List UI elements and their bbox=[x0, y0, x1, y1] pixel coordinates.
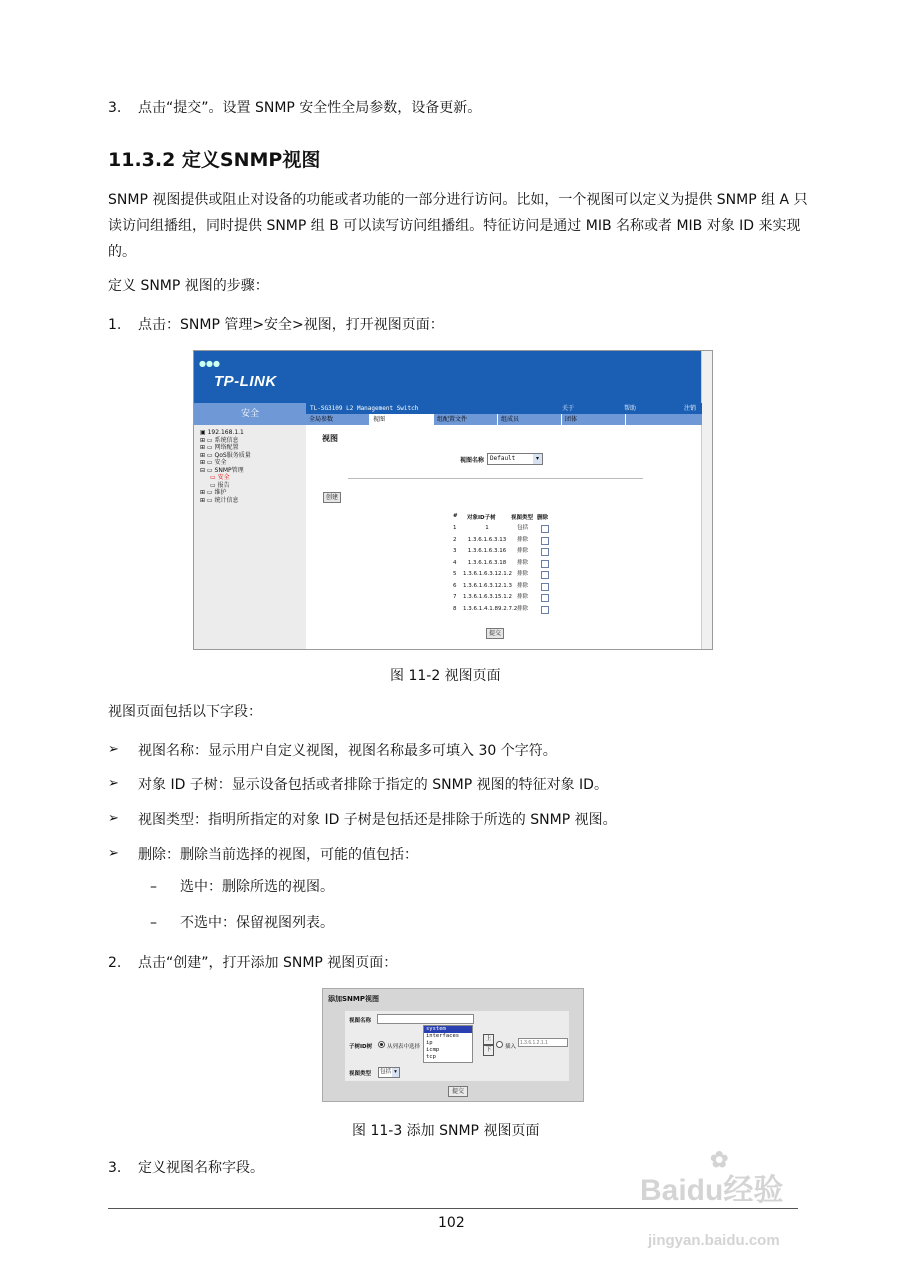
row-view-type: 排除 bbox=[517, 548, 529, 554]
dialog-title: 添加SNMP视图 bbox=[328, 995, 379, 1003]
divider bbox=[348, 478, 643, 479]
header-banner bbox=[194, 351, 702, 403]
radio-list[interactable] bbox=[378, 1041, 385, 1048]
tree-item[interactable]: ⊞ ▭ 统计信息 bbox=[200, 496, 239, 504]
row-number: 3 bbox=[453, 548, 457, 554]
down-button[interactable]: 下 bbox=[483, 1045, 494, 1056]
row-view-type: 排除 bbox=[517, 582, 529, 589]
tree-item-active[interactable]: ▭ 安全 bbox=[210, 474, 230, 481]
tree-root[interactable]: ▣ 192.168.1.1 bbox=[200, 429, 244, 436]
step-text: 点击“创建”，打开添加 SNMP 视图页面： bbox=[138, 955, 398, 971]
tp-link-logo: TP-LINK bbox=[214, 373, 277, 390]
radio-insert-label: 插入 bbox=[505, 1044, 517, 1050]
radio-selected-icon bbox=[378, 1041, 385, 1048]
view-name-label: 视图名称 bbox=[460, 457, 485, 464]
figure-caption: 图 11-3 添加 SNMP 视图页面 bbox=[352, 1123, 540, 1139]
step-text: 点击“提交”。设置 SNMP 安全性全局参数，设备更新。 bbox=[138, 100, 482, 116]
nav-tree bbox=[194, 425, 306, 649]
row-oid: 1.3.6.1.4.1.89.2.7.2 bbox=[463, 605, 518, 612]
step-text: 点击：SNMP 管理>安全>视图，打开视图页面： bbox=[138, 317, 444, 333]
list-item[interactable]: tcp bbox=[426, 1054, 436, 1060]
bullet-arrow-icon: ➢ bbox=[108, 776, 119, 791]
view-name-input[interactable] bbox=[377, 1014, 474, 1024]
row-oid: 1.3.6.1.6.3.12.1.2 bbox=[463, 571, 512, 577]
scrollbar[interactable] bbox=[701, 351, 712, 649]
tab-views[interactable]: 视图 bbox=[370, 414, 434, 425]
table-row bbox=[453, 604, 553, 615]
create-button[interactable]: 创建 bbox=[323, 492, 341, 503]
insert-oid-input[interactable] bbox=[518, 1038, 568, 1047]
dash-marker: – bbox=[150, 915, 157, 931]
step-number: 2. bbox=[108, 955, 122, 971]
row-oid: 1.3.6.1.6.3.15.1.2 bbox=[463, 594, 512, 600]
row-number: 8 bbox=[453, 605, 457, 612]
view-type-select[interactable]: 包括 ▾ bbox=[378, 1067, 400, 1078]
row-oid: 1.3.6.1.6.3.16 bbox=[467, 548, 507, 554]
row-number: 7 bbox=[453, 594, 457, 600]
row-delete-checkbox[interactable] bbox=[541, 594, 549, 602]
main-panel: 视图 视图名称 Default ▾ 创建 # 对象ID子树 视图类型 删除 1 1 包括 2 1.3.6.1.6.3.13 排除 3 1.3.6.1.6.3.16 排除 4 1.3.6.1.6.3.18 排除 5 1.3.6.1.6.3.12.1.2 排除 6 1.3.6.1.6.3.12.1.3 排除 7 1.3.6.1.6.3.15.1.2 排除 8 1.3.6.1.4.1.89.2.7.2 排除 提交 bbox=[306, 425, 702, 649]
intro-paragraph: SNMP 视图提供或阻止对设备的功能或者功能的一部分进行访问。比如，一个视图可以定义为提供 SNMP 组 A 只读访问组播组，同时提供 SNMP 组 B 可以读写访问组播组。特征访问是通过 MIB 名称或者 MIB 对象 ID 来实现的。 bbox=[108, 192, 808, 260]
row-view-type: 排除 bbox=[517, 571, 529, 577]
page-title: 视图 bbox=[322, 434, 338, 443]
table-row bbox=[453, 546, 553, 557]
row-number: 4 bbox=[453, 559, 457, 566]
up-button[interactable]: 上 bbox=[483, 1034, 494, 1045]
submit-button[interactable]: 提交 bbox=[448, 1086, 468, 1097]
row-number: 6 bbox=[453, 582, 457, 589]
add-view-screenshot bbox=[322, 988, 584, 1102]
bullet-text: 对象 ID 子树：显示设备包括或者排除于指定的 SNMP 视图的特征对象 ID。 bbox=[138, 777, 608, 793]
form-panel bbox=[345, 1011, 569, 1081]
view-name-label: 视图名称 bbox=[349, 1018, 372, 1024]
row-view-type: 排除 bbox=[517, 605, 529, 612]
tab-global-params[interactable]: 全局参数 bbox=[306, 414, 370, 425]
table-row bbox=[453, 535, 553, 546]
section-heading: 11.3.2 定义SNMP视图 bbox=[108, 149, 321, 171]
view-page-screenshot bbox=[193, 350, 713, 650]
watermark-url: jingyan.baidu.com bbox=[648, 1232, 780, 1249]
help-link[interactable]: 帮助 bbox=[624, 405, 637, 412]
logout-link[interactable]: 注销 bbox=[684, 405, 697, 412]
tree-item[interactable]: ⊞ ▭ 安全 bbox=[200, 459, 227, 466]
fields-intro: 视图页面包括以下字段： bbox=[108, 704, 262, 720]
table-row bbox=[453, 569, 553, 580]
row-oid: 1.3.6.1.6.3.18 bbox=[467, 559, 507, 566]
radio-list-label: 从列表中选择 bbox=[387, 1044, 421, 1050]
subtree-listbox[interactable] bbox=[423, 1025, 473, 1063]
row-number: 1 bbox=[453, 525, 457, 531]
row-delete-checkbox[interactable] bbox=[541, 525, 549, 533]
row-number: 5 bbox=[453, 571, 457, 577]
bullet-text: 视图名称：显示用户自定义视图，视图名称最多可填入 30 个字符。 bbox=[138, 743, 557, 759]
subtree-label: 子树ID树 bbox=[349, 1044, 373, 1050]
tree-item[interactable]: ⊞ ▭ 维护 bbox=[200, 489, 227, 496]
radio-insert[interactable] bbox=[496, 1041, 503, 1048]
tab-community[interactable]: 团体 bbox=[562, 414, 626, 425]
list-item[interactable]: interfaces bbox=[426, 1033, 460, 1039]
computer-icon: ▣ bbox=[200, 429, 206, 436]
tree-item[interactable]: ⊞ ▭ QoS服务质量 bbox=[200, 451, 251, 459]
row-delete-checkbox[interactable] bbox=[541, 537, 549, 545]
row-number: 2 bbox=[453, 536, 457, 543]
window-title: TL-SG3109 L2 Management Switch bbox=[310, 405, 419, 412]
chevron-down-icon: ▾ bbox=[533, 454, 542, 464]
table-row bbox=[453, 558, 553, 569]
view-name-select[interactable]: Default ▾ bbox=[487, 453, 543, 465]
left-header: 安全 bbox=[194, 403, 306, 425]
step-number: 3. bbox=[108, 100, 122, 116]
row-view-type: 排除 bbox=[517, 559, 529, 566]
tree-item[interactable]: ⊞ ▭ 系统信息 bbox=[200, 436, 239, 444]
tree-item[interactable]: ▭ 报告 bbox=[210, 481, 230, 489]
tree-item[interactable]: ⊟ ▭ SNMP管理 bbox=[200, 466, 244, 474]
row-oid: 1.3.6.1.6.3.13 bbox=[467, 536, 507, 543]
view-type-label: 视图类型 bbox=[349, 1071, 372, 1077]
list-item[interactable]: icmp bbox=[426, 1047, 440, 1053]
sub-item-text: 选中：删除所选的视图。 bbox=[180, 879, 334, 895]
row-view-type: 包括 bbox=[517, 525, 529, 531]
sub-item-text: 不选中：保留视图列表。 bbox=[180, 915, 334, 931]
figure-caption: 图 11-2 视图页面 bbox=[390, 668, 501, 684]
row-view-type: 排除 bbox=[517, 536, 529, 543]
step-text: 定义视图名称字段。 bbox=[138, 1160, 264, 1176]
window-title-bar bbox=[306, 403, 702, 414]
row-view-type: 排除 bbox=[517, 594, 529, 600]
table-row bbox=[453, 523, 553, 534]
page-number: 102 bbox=[438, 1215, 465, 1231]
bullet-text: 视图类型：指明所指定的对象 ID 子树是包括还是排除于所选的 SNMP 视图。 bbox=[138, 812, 617, 828]
paw-icon: ✿ bbox=[710, 1147, 729, 1172]
radio-unselected-icon bbox=[496, 1041, 503, 1048]
chevron-down-icon: ▾ bbox=[392, 1068, 399, 1077]
tab-bar bbox=[306, 414, 702, 425]
table-row bbox=[453, 581, 553, 592]
submit-button[interactable]: 提交 bbox=[486, 628, 504, 639]
dash-marker: – bbox=[150, 879, 157, 895]
step-number: 3. bbox=[108, 1160, 122, 1176]
bullet-arrow-icon: ➢ bbox=[108, 846, 119, 861]
step-number: 1. bbox=[108, 317, 122, 333]
baidu-watermark: ✿ Baidu经验 bbox=[640, 1147, 784, 1207]
row-delete-checkbox[interactable] bbox=[541, 548, 549, 556]
bullet-arrow-icon: ➢ bbox=[108, 742, 119, 757]
about-link[interactable]: 关于 bbox=[562, 405, 575, 412]
logo-dots-icon: ●●● bbox=[199, 359, 220, 368]
bullet-text: 删除：删除当前选择的视图，可能的值包括： bbox=[138, 847, 418, 863]
table-row bbox=[453, 592, 553, 603]
tab-group-profile[interactable]: 组配置文件 bbox=[434, 414, 498, 425]
row-delete-checkbox[interactable] bbox=[541, 560, 549, 568]
tab-group-members[interactable]: 组成员 bbox=[498, 414, 562, 425]
steps-intro: 定义 SNMP 视图的步骤： bbox=[108, 278, 269, 294]
row-delete-checkbox[interactable] bbox=[541, 571, 549, 579]
row-delete-checkbox[interactable] bbox=[541, 606, 549, 614]
bullet-arrow-icon: ➢ bbox=[108, 811, 119, 826]
row-oid: 1 bbox=[485, 525, 489, 531]
list-item[interactable]: system bbox=[424, 1026, 472, 1033]
row-delete-checkbox[interactable] bbox=[541, 583, 549, 591]
row-oid: 1.3.6.1.6.3.12.1.3 bbox=[463, 582, 512, 589]
tree-item[interactable]: ⊞ ▭ 网络配置 bbox=[200, 444, 239, 451]
list-item[interactable]: ip bbox=[426, 1040, 433, 1046]
